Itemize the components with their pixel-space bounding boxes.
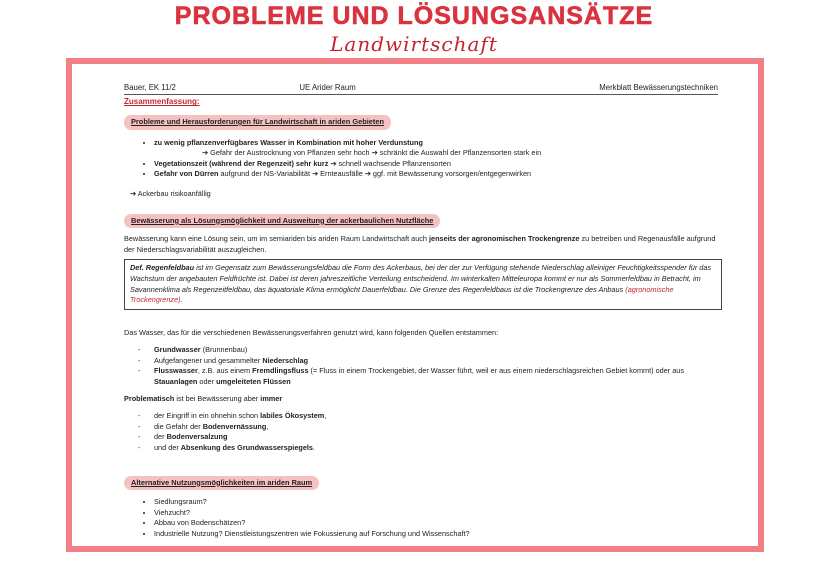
unit-title: UE Arider Raum: [299, 83, 356, 92]
list-item: • Gefahr von Dürren aufgrund der NS-Variabilität ➔ Ernteausfälle ➔ ggf. mit Bewässerung vorsorgen/entgegenwirken: [154, 169, 718, 180]
list-item: • Industrielle Nutzung? Dienstleistungszentren wie Fokussierung auf Forschung und Wissenschaft?: [154, 529, 718, 540]
list-subitem: ➔ Gefahr der Austrocknung von Pflanzen sehr hoch ➔ schränkt die Auswahl der Pflanzensorten stark ein: [202, 148, 542, 158]
list-item: • Viehzucht?: [154, 508, 718, 519]
conclusion-note: ➔ Ackerbau risikoanfällig: [130, 188, 211, 198]
document-frame: [66, 58, 764, 552]
water-sources-intro: Das Wasser, das für die verschiedenen Bewässerungsverfahren genutzt wird, kann folgenden Quellen entstammen:: [124, 327, 499, 337]
risks-list: [124, 411, 718, 453]
list-item: • Siedlungsraum?: [154, 497, 718, 508]
section-heading-problems: Probleme und Herausforderungen für Landwirtschaft in ariden Gebieten: [124, 115, 391, 130]
problematic-intro: Problematisch ist bei Bewässerung aber immer: [124, 393, 283, 403]
alternatives-list: [124, 497, 718, 539]
list-item: - und der Absenkung des Grundwasserspiegels.: [154, 443, 718, 454]
list-item: - der Eingriff in ein ohnehin schon labiles Ökosystem,: [154, 411, 718, 422]
page-subtitle: Landwirtschaft: [330, 32, 498, 56]
section-heading-irrigation: Bewässerung als Lösungsmöglichkeit und Ausweitung der ackerbaulichen Nutzfläche: [124, 214, 440, 229]
list-item: • zu wenig pflanzenverfügbares Wasser in Kombination mit hoher Verdunstung: [154, 138, 718, 149]
summary-label: Zusammenfassung:: [124, 97, 200, 107]
sheet-title: Merkblatt Bewässerungstechniken: [599, 83, 718, 92]
list-item: - Grundwasser (Brunnenbau): [154, 345, 718, 356]
page-title: PROBLEME UND LÖSUNGSANSÄTZE: [174, 2, 654, 30]
list-item: • Abbau von Bodenschätzen?: [154, 518, 718, 529]
problems-list: [124, 138, 718, 180]
document-header: [124, 82, 718, 95]
definition-box: Def. Regenfeldbau ist im Gegensatz zum Bewässerungsfeldbau die Form des Ackerbaus, bei der der zur Verfügung stehende Niederschlag alleiniger Feuchtigkeitsspender für das Wachstum der angebauten Feldfrüchte ist. Dabei ist deren jahreszeitliche Verteilung entscheidend. Im winterkalten Mitteleuropa kommt er nur als Sommerfeldbau in Betracht, im Savannenklima als Regenzeitfeldbau, das äquatoriale Klima ermöglicht Dauerfeldbau. Die Grenze des Regenfeldbaus ist die Trockengrenze des Anbaus (agronomische Trockengrenze).: [124, 259, 722, 309]
irrigation-paragraph: Bewässerung kann eine Lösung sein, um im semiariden bis ariden Raum Landwirtschaft auch jenseits der agronomischen Trockengrenze zu betreiben und Regenausfälle aufgrund der Niederschlagsvariabilität auszugleichen.: [124, 234, 716, 254]
list-item: - Aufgefangener und gesammelter Niederschlag: [154, 356, 718, 367]
author-class: Bauer, EK 11/2: [124, 83, 176, 92]
section-heading-alternatives: Alternative Nutzungsmöglichkeiten im ariden Raum: [124, 476, 319, 491]
list-item: - der Bodenversalzung: [154, 432, 718, 443]
worksheet: [124, 82, 718, 540]
list-item: - die Gefahr der Bodenvernässung,: [154, 422, 718, 433]
water-sources-list: [124, 345, 718, 387]
list-item: - Flusswasser, z.B. aus einem Fremdlingsfluss (= Fluss in einem Trockengebiet, der Wasser führt, weil er aus einem niederschlagsreichen Gebiet kommt) oder aus Stauanlagen oder umgeleiteten Flüssen: [154, 366, 718, 387]
list-item: • Vegetationszeit (während der Regenzeit) sehr kurz ➔ schnell wachsende Pflanzensorten: [154, 159, 718, 170]
